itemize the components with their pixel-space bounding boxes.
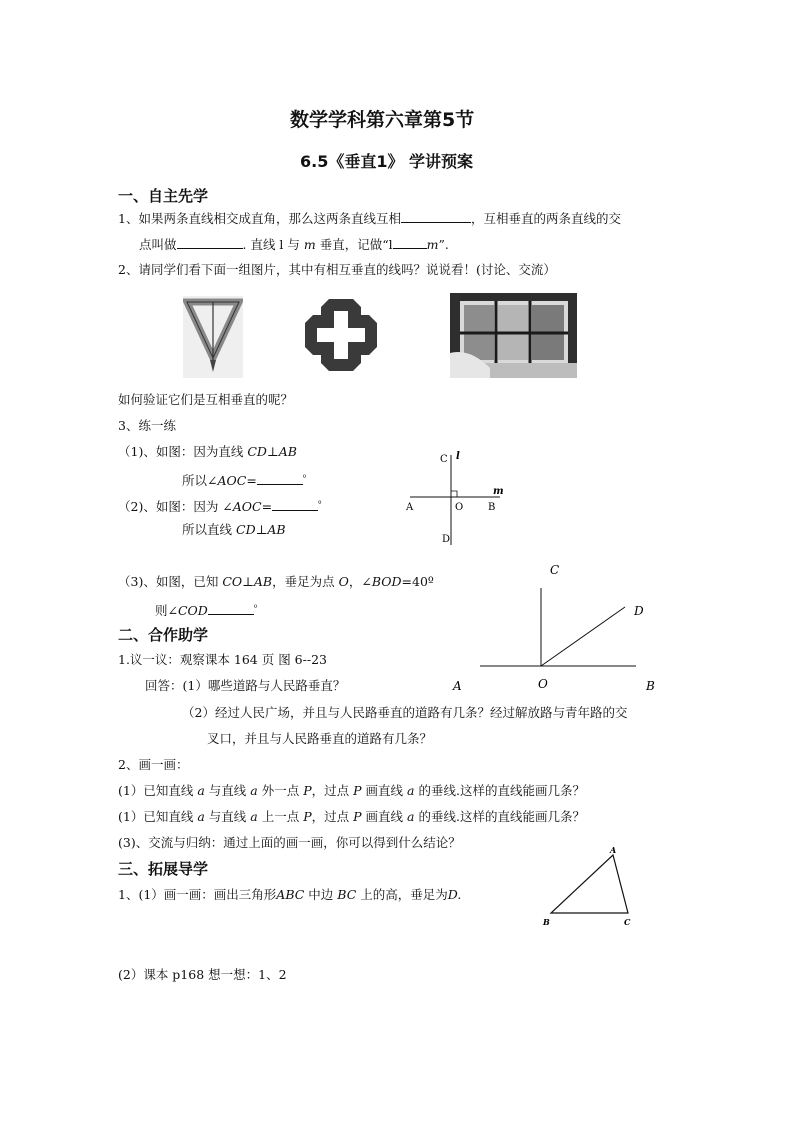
label-A: A <box>406 502 414 513</box>
verify-line: 如何验证它们是互相垂直的呢？ <box>118 392 294 407</box>
draw-q3: (3)、交流与归纳：通过上面的画一画，你可以得到什么结论？ <box>118 835 461 850</box>
practice-2-line1: （2)、如图：因为 ∠AOC= $^º$ <box>118 499 322 515</box>
extend-q1: 1、(1）画一画：画出三角形ABC 中边 BC 上的高，垂足为D. <box>118 887 462 902</box>
page-subtitle: 6.5《垂直1》 学讲预案 <box>300 152 474 171</box>
ray-OD <box>541 607 625 666</box>
label-D: D <box>442 534 451 545</box>
label-C: C <box>624 917 631 927</box>
practice-1-line2: 所以∠AOC= $^º$ <box>182 473 307 489</box>
perpendicular-figure <box>400 447 510 547</box>
label-B: B <box>488 502 496 513</box>
triangle-figure <box>538 843 638 931</box>
discuss-line: 1.议一议：观察课本 164 页 图 6--23 <box>118 652 327 667</box>
window-photo-image <box>450 293 577 378</box>
practice-1-line1: （1)、如图：因为直线 CD⊥AB <box>118 444 297 459</box>
answer-line1: 回答：(1）哪些道路与人民路垂直？ <box>145 678 346 693</box>
label-A: A <box>610 845 617 855</box>
label-C: C <box>550 563 560 577</box>
label-D: D <box>634 604 644 618</box>
page-title: 数学学科第六章第5节 <box>290 109 475 131</box>
q2-line: 2、请同学们看下面一组图片，其中有相互垂直的线吗？说说看！(讨论、交流） <box>118 262 556 277</box>
section1-heading: 一、自主先学 <box>118 187 209 205</box>
draw-q1: (1）已知直线 a 与直线 a 外一点 P，过点 P 画直线 a 的垂线.这样的直线能画几条？ <box>118 783 585 798</box>
label-C: C <box>440 454 448 465</box>
practice-2-line2: 所以直线 CD⊥AB <box>182 522 286 537</box>
angle-figure <box>450 560 660 695</box>
label-B: B <box>543 917 550 927</box>
label-O: O <box>455 502 464 513</box>
q1-line1: 1、如果两条直线相交成直角，那么这两条直线互相 ，互相垂直的两条直线的交 <box>118 211 621 226</box>
section3-heading: 三、拓展导学 <box>118 860 209 878</box>
right-angle-mark <box>451 491 457 497</box>
label-A: A <box>453 679 462 693</box>
triangle-ABC <box>551 855 628 913</box>
label-B: B <box>646 679 655 693</box>
practice-3-line1: （3)、如图，已知 CO⊥AB，垂足为点 O，∠BOD=40º <box>118 574 434 589</box>
extend-q2: (2）课本 p168 想一想：1、2 <box>118 967 287 982</box>
label-m: m <box>493 486 504 497</box>
label-l: l <box>456 451 460 462</box>
set-square-with-plumb-image <box>183 296 243 378</box>
section2-heading: 二、合作助学 <box>118 626 209 644</box>
practice-heading: 3、练一练 <box>118 418 176 433</box>
q1-line2: 点叫做 . 直线 l 与 m 垂直，记做“l m”. <box>139 237 449 252</box>
draw-heading: 2、画一画： <box>118 757 189 772</box>
cross-logo-image <box>303 297 379 373</box>
answer-line3: 叉口，并且与人民路垂直的道路有几条？ <box>207 731 433 746</box>
draw-q2: (1）已知直线 a 与直线 a 上一点 P，过点 P 画直线 a 的垂线.这样的直线能画几条？ <box>118 809 585 824</box>
label-O: O <box>538 677 548 691</box>
answer-line2: （2）经过人民广场，并且与人民路垂直的道路有几条？经过解放路与青年路的交 <box>182 705 628 720</box>
practice-3-line2: 则∠COD $^º$ <box>155 603 258 619</box>
